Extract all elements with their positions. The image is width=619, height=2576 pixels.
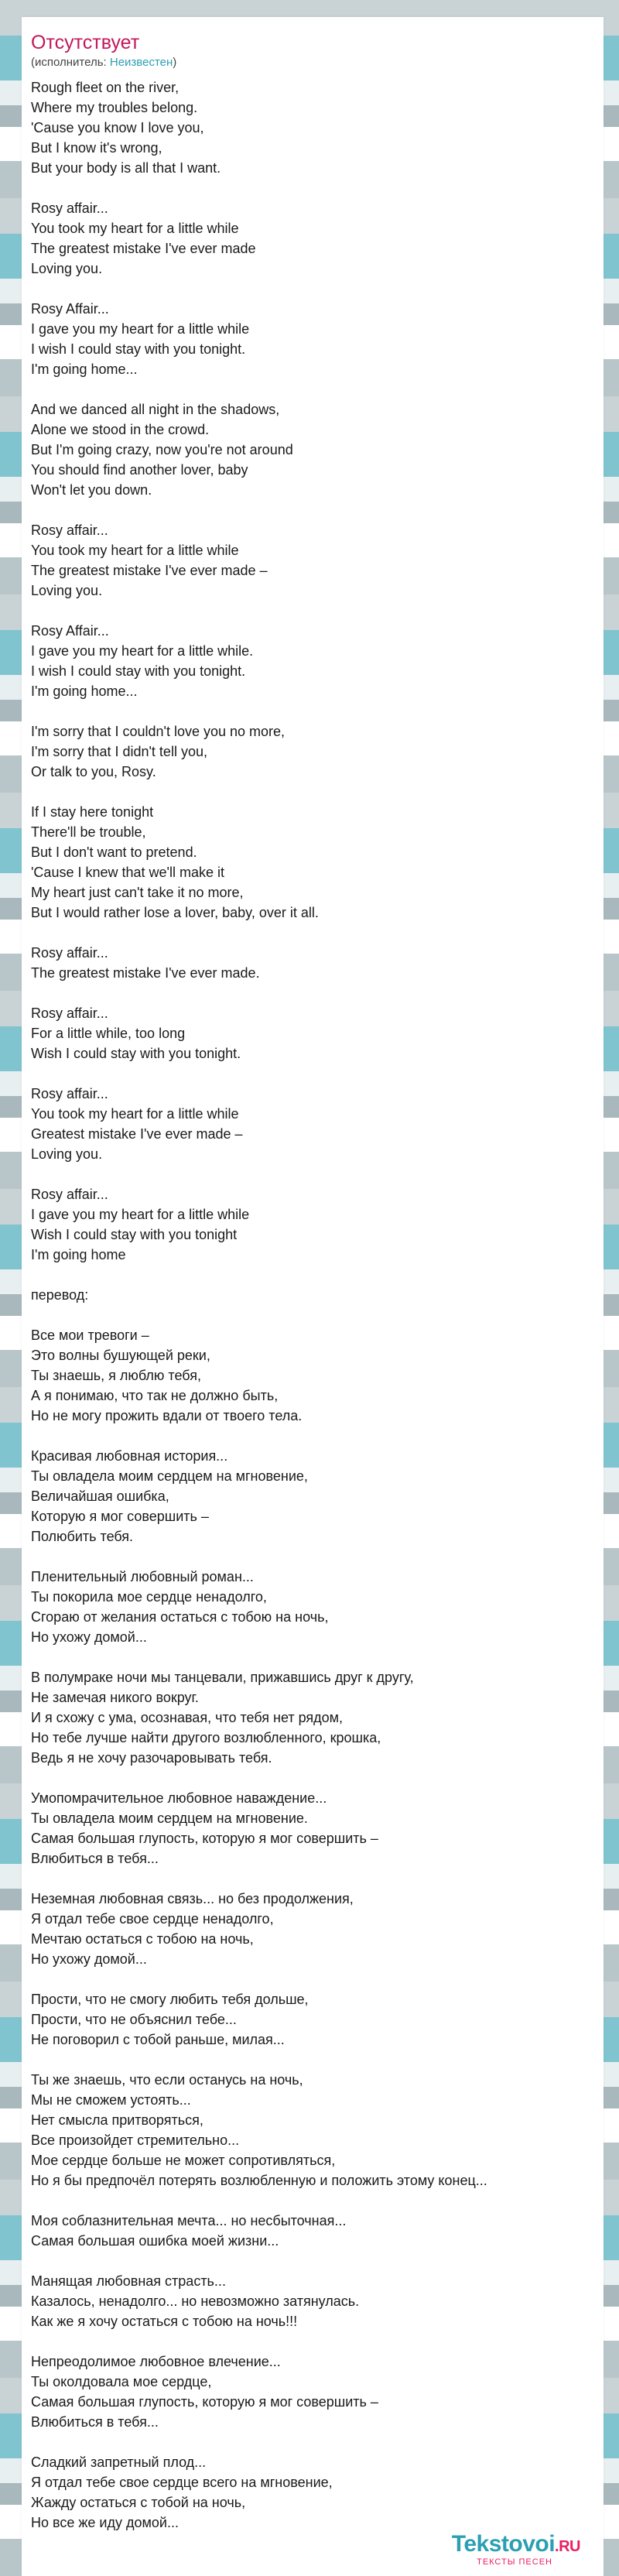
- song-title: Отсутствует: [31, 32, 140, 53]
- song-header: [31, 31, 176, 70]
- subtitle-suffix: ): [173, 56, 177, 69]
- logo-tagline: ТЕКСТЫ ПЕСЕН: [477, 2557, 552, 2567]
- lyrics-text: Rough fleet on the river, Where my troubles belong. 'Cause you know I love you, But I know it's wrong, But your body is all that I want. Rosy affair... You took my heart for a little while The greatest mistake I've ever made Loving you. Rosy Affair... I gave you my heart for a little while I wish I could stay with you tonight. I'm going home... And we danced all night in the shadows, Alone we stood in the crowd. But I'm going crazy, now you're not around You should find another lover, baby Won't let you down. Rosy affair... You took my heart for a little while The greatest mistake I've ever made – Loving you. Rosy Affair... I gave you my heart for a little while. I wish I could stay with you tonight. I'm going home... I'm sorry that I couldn't love you no more, I'm sorry that I didn't tell you, Or talk to you, Rosy. If I stay here tonight There'll be trouble, But I don't want to pretend. 'Cause I knew that we'll make it My heart just can't take it no more, But I would rather lose a lover, baby, over it all. Rosy affair... The greatest mistake I've ever made. Rosy affair... For a little while, too long Wish I could stay with you tonight. Rosy affair... You took my heart for a little while Greatest mistake I've ever made – Loving you. Rosy affair... I gave you my heart for a little while Wish I could stay with you tonight I'm going home перевод: Все мои тревоги – Это волны бушующей реки, Ты знаешь, я люблю тебя, А я понимаю, что так не должно быть, Но не могу прожить вдали от твоего тела. Красивая любовная история... Ты овладела моим сердцем на мгновение, Величайшая ошибка, Которую я мог совершить – Полюбить тебя. Пленительный любовный роман... Ты покорила мое сердце ненадолго, Сгораю от желания остаться с тобою на ночь, Но ухожу домой... В полумраке ночи мы танцевали, прижавшись друг к другу, Не замечая никого вокруг. И я схожу с ума, осознавая, что тебя нет рядом, Но тебе лучше найти другого возлюбленного, крошка, Ведь я не хочу разочаровывать тебя. Умопомрачительное любовное наваждение... Ты овладела моим сердцем на мгновение. Самая большая глупость, которую я мог совершить – Влюбиться в тебя... Неземная любовная связь... но без продолжения, Я отдал тебе свое сердце ненадолго, Мечтаю остаться с тобою на ночь, Но ухожу домой... Прости, что не смогу любить тебя дольше, Прости, что не объяснил тебе... Не поговорил с тобой раньше, милая... Ты же знаешь, что если останусь на ночь, Мы не сможем устоять... Нет смысла притворяться, Все произойдет стремительно... Мое сердце больше не может сопротивляться, Но я бы предпочёл потерять возлюбленную и положить этому конец... Моя соблазнительная мечта... но несбыточная... Самая большая ошибка моей жизни... Манящая любовная страсть... Казалось, ненадолго... но невозможно затянулась. Как же я хочу остаться с тобою на ночь!!! Непреодолимое любовное влечение... Ты околдовала мое сердце, Самая большая глупость, которую я мог совершить – Влюбиться в тебя... Сладкий запретный плод... Я отдал тебе свое сердце всего на мгновение, Жажду остаться с тобой на ночь, Но все же иду домой...: [31, 80, 487, 2530]
- song-subtitle: [31, 56, 176, 70]
- logo-tld: .RU: [555, 2538, 580, 2555]
- subtitle-prefix: (исполнитель:: [31, 56, 110, 69]
- logo-name: Tekstovoi: [451, 2531, 556, 2557]
- artist-link[interactable]: Неизвестен: [109, 56, 173, 69]
- logo-wordmark: [452, 2532, 580, 2559]
- lyrics-page: [22, 17, 604, 2576]
- site-logo[interactable]: [452, 2532, 580, 2567]
